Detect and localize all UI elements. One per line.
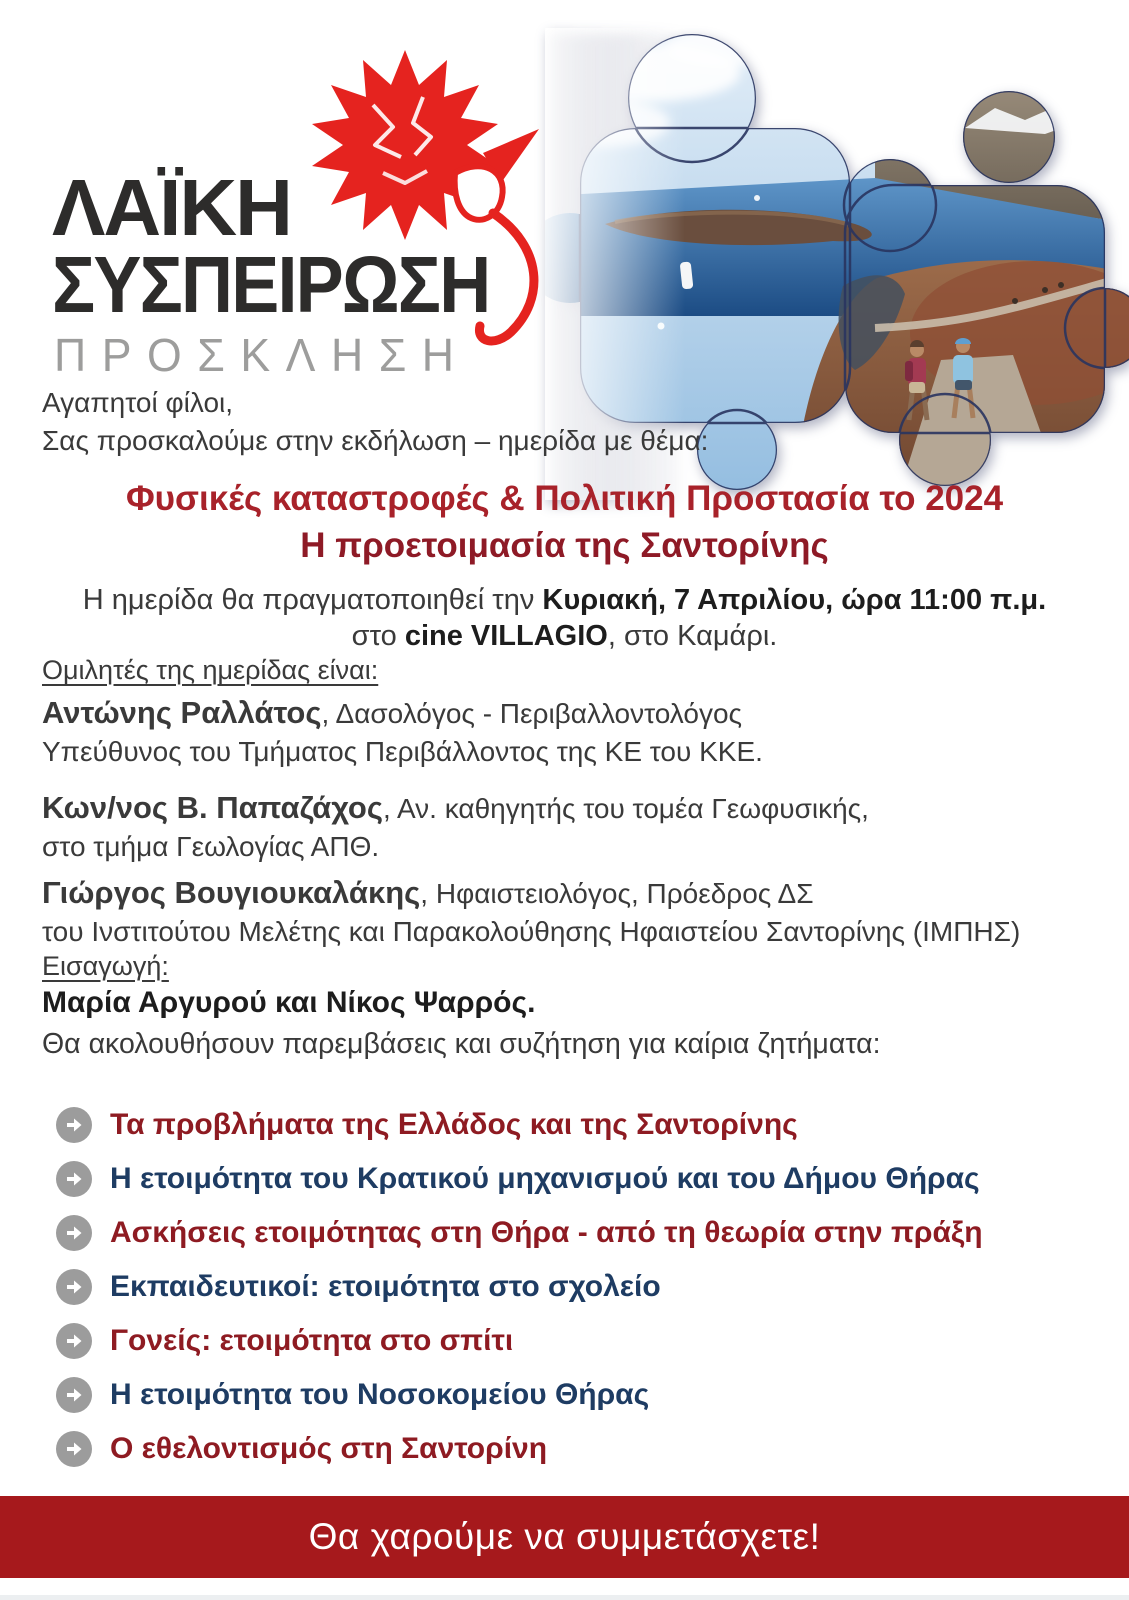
datetime-prefix: Η ημερίδα θα πραγματοποιηθεί την <box>82 584 543 616</box>
topic-row <box>56 1152 1096 1206</box>
speaker-name: Γιώργος Βουγιουκαλάκης <box>42 875 421 910</box>
speaker-item <box>42 789 869 866</box>
prosklisi-subtitle: ΠΡΟΣΚΛΗΣΗ <box>54 329 470 381</box>
event-venue <box>0 620 1129 653</box>
venue-suffix: , στο Καμάρι. <box>607 620 778 652</box>
arrow-right-icon <box>56 1269 92 1305</box>
datetime-value: Κυριακή, 7 Απριλίου, ώρα 11:00 π.μ. <box>542 584 1047 616</box>
speaker-role-line2: Υπεύθυνος του Τμήματος Περιβάλλοντος της ΚΕ του ΚΚΕ. <box>42 736 763 767</box>
laiki-syspirosi-logo <box>40 40 580 390</box>
bottom-edge-strip <box>0 1595 1129 1600</box>
speakers-heading: Ομιλητές της ημερίδας είναι: <box>42 655 379 685</box>
topic-row <box>56 1314 1096 1368</box>
closing-banner <box>0 1496 1129 1578</box>
event-title-line1: Φυσικές καταστροφές & Πολιτική Προστασία το 2024 <box>125 479 1004 518</box>
speaker-role-line2: του Ινστιτούτου Μελέτης και Παρακολούθησης Ηφαιστείου Σαντορίνης (ΙΜΠΗΣ) <box>42 916 1021 947</box>
topic-label: Η ετοιμότητα του Κρατικού μηχανισμού και του Δήμου Θήρας <box>110 1162 980 1195</box>
followup-line: Θα ακολουθήσουν παρεμβάσεις και συζήτηση για καίρια ζητήματα: <box>42 1028 881 1060</box>
arrow-right-icon <box>56 1431 92 1467</box>
speaker-role: , Δασολόγος - Περιβαλλοντολόγος <box>321 698 743 729</box>
arrow-right-icon <box>56 1215 92 1251</box>
event-title-line2: Η προετοιμασία της Σαντορίνης <box>300 526 829 565</box>
invite-line: Σας προσκαλούμε στην εκδήλωση – ημερίδα με θέμα: <box>42 425 709 456</box>
topics-list <box>56 1098 1096 1476</box>
topic-row <box>56 1422 1096 1476</box>
arrow-right-icon <box>56 1377 92 1413</box>
speaker-role: , Αν. καθηγητής του τομέα Γεωφυσικής, <box>383 793 869 824</box>
topic-label: Ο εθελοντισμός στη Σαντορίνη <box>110 1432 548 1465</box>
event-datetime <box>0 584 1129 617</box>
logo-word-syspirosi: ΣΥΣΠΕΙΡΩΣΗ <box>52 240 490 329</box>
logo-word-laiki: ΛΑΪΚΗ <box>52 163 291 252</box>
topic-row <box>56 1098 1096 1152</box>
speaker-role: , Ηφαιστειολόγος, Πρόεδρος ΔΣ <box>420 878 814 909</box>
topic-label: Ασκήσεις ετοιμότητας στη Θήρα - από τη θεωρία στην πράξη <box>110 1216 983 1249</box>
introduction-heading: Εισαγωγή: <box>42 951 169 981</box>
closing-banner-label: Θα χαρούμε να συμμετάσχετε! <box>308 1516 821 1557</box>
topic-row <box>56 1260 1096 1314</box>
speaker-name: Κων/νος Β. Παπαζάχος <box>42 790 383 825</box>
arrow-right-icon <box>56 1323 92 1359</box>
speaker-item <box>42 694 763 771</box>
topic-row <box>56 1206 1096 1260</box>
greeting-block <box>42 384 708 460</box>
topic-label: Η ετοιμότητα του Νοσοκομείου Θήρας <box>110 1378 650 1411</box>
topic-label: Τα προβλήματα της Ελλάδος και της Σαντορίνης <box>110 1108 798 1141</box>
topic-row <box>56 1368 1096 1422</box>
introduction-names: Μαρία Αργυρού και Νίκος Ψαρρός. <box>42 986 536 1019</box>
topic-label: Εκπαιδευτικοί: ετοιμότητα στο σχολείο <box>110 1270 661 1303</box>
speaker-item <box>42 874 1020 951</box>
topic-label: Γονείς: ετοιμότητα στο σπίτι <box>110 1324 514 1357</box>
arrow-right-icon <box>56 1161 92 1197</box>
greeting-line: Αγαπητοί φίλοι, <box>42 387 234 418</box>
venue-prefix: στο <box>351 620 405 652</box>
venue-name: cine VILLAGIO <box>404 620 608 652</box>
speaker-name: Αντώνης Ραλλάτος <box>42 695 322 730</box>
arrow-right-icon <box>56 1107 92 1143</box>
speaker-role-line2: στο τμήμα Γεωλογίας ΑΠΘ. <box>42 831 380 862</box>
